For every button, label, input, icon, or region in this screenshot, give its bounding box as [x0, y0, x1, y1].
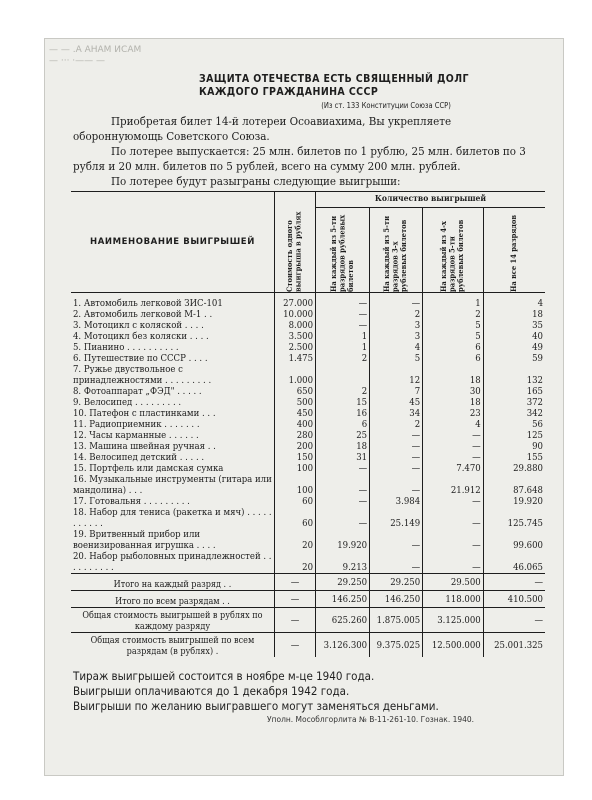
prize-cost: 500	[274, 397, 315, 408]
prize-count: 29.880	[483, 463, 545, 474]
prize-name: 1. Автомобиль легковой ЗИС-101	[71, 293, 274, 310]
prize-count: —	[423, 430, 484, 441]
prize-row	[71, 419, 545, 430]
prize-cost: 450	[274, 408, 315, 419]
prize-name: 10. Патефон с пластинками . . .	[73, 408, 216, 419]
totals-row	[71, 591, 545, 608]
totals-value: 29.250	[316, 574, 370, 591]
prize-count: 31	[316, 452, 370, 463]
prize-row	[71, 353, 545, 364]
prize-cost: 20	[274, 529, 315, 551]
prize-count: 165	[483, 386, 545, 397]
prize-row	[71, 320, 545, 331]
prize-row	[71, 331, 545, 342]
prize-count: —	[423, 529, 484, 551]
prize-count: 35	[483, 320, 545, 331]
prize-count: 5	[423, 331, 484, 342]
subheader-3-rub: На каждый из 5-ти разрядов 3-х рублевых билетов	[370, 208, 423, 293]
totals-row	[71, 633, 545, 658]
intro-paragraph-2: По лотерее выпускается: 25 млн. билетов по 1 рублю, 25 млн. билетов по 3 рубля и 20 млн. билетов по 5 рублей, всего на сумму 200 млн. рублей.	[73, 144, 526, 173]
prize-cost: 100	[274, 463, 315, 474]
prize-name: 16. Музыкальные инструменты (гитара или мандолина) . . .	[73, 474, 272, 496]
subheader-all: На все 14 разрядов	[483, 208, 545, 293]
prize-name: 19. Вритвенный прибор или военизированная игрушка . . . .	[73, 529, 216, 551]
prize-count: 18	[423, 364, 484, 386]
prize-cost: 400	[274, 419, 315, 430]
prize-count: 125	[483, 430, 545, 441]
totals-value: 146.250	[316, 591, 370, 608]
quantity-group-header: Количество выигрышей	[316, 192, 545, 208]
prize-count: 6	[316, 419, 370, 430]
prize-count: 46.065	[483, 551, 545, 574]
prize-count: 45	[370, 397, 423, 408]
prize-cost: 1.000	[274, 364, 315, 386]
prize-count: 6	[423, 342, 484, 353]
prize-count: 25.149	[370, 507, 423, 529]
prize-cost: 2.500	[274, 342, 315, 353]
prize-count: 40	[483, 331, 545, 342]
prize-row	[71, 474, 545, 496]
cash-option-line: Выигрыши по желанию выигравшего могут заменяться деньгами.	[73, 699, 439, 713]
prize-name: 17. Готовальня . . . . . . . . .	[73, 496, 190, 507]
prize-count: —	[370, 551, 423, 574]
prize-count: 59	[483, 353, 545, 364]
prize-count: —	[370, 529, 423, 551]
prize-count: 90	[483, 441, 545, 452]
prize-count: 4	[423, 419, 484, 430]
totals-label: Общая стоимость выигрышей по всем разрядам (в рублях) .	[71, 633, 274, 658]
prize-row	[71, 529, 545, 551]
motto-line-1: ЗАЩИТА ОТЕЧЕСТВА ЕСТЬ СВЯЩЕННЫЙ ДОЛГ	[199, 73, 469, 85]
prize-count: —	[370, 474, 423, 496]
cost-column-header: Стоимость одного выигрыша в рублях	[274, 192, 315, 293]
prize-name: 9. Велосипед . . . . . . . . .	[73, 397, 182, 408]
prize-cost: 8.000	[274, 320, 315, 331]
prizes-table-body	[71, 293, 545, 658]
prize-count: 125.745	[483, 507, 545, 529]
prize-cost: 280	[274, 430, 315, 441]
prize-row	[71, 397, 545, 408]
prize-count: 4	[370, 342, 423, 353]
prize-count: 3	[370, 331, 423, 342]
totals-label: Итого на каждый разряд . .	[71, 574, 274, 591]
print-info: Уполн. Мособлгорлита № В-11-261-10. Гознак. 1940.	[267, 715, 475, 724]
prize-count: 18	[423, 397, 484, 408]
prize-count: —	[316, 320, 370, 331]
prize-count: 99.600	[483, 529, 545, 551]
prize-cost: 60	[274, 496, 315, 507]
prize-name: 12. Часы карманные . . . . . .	[73, 430, 199, 441]
prize-name: 8. Фотоаппарат „ФЭД" . . . . .	[73, 386, 202, 397]
prize-count: —	[423, 441, 484, 452]
prize-cost: 60	[274, 507, 315, 529]
prize-cost: 10.000	[274, 309, 315, 320]
prize-count: 1	[316, 331, 370, 342]
prize-count: 372	[483, 397, 545, 408]
prize-count: —	[316, 463, 370, 474]
prize-row	[71, 386, 545, 397]
totals-value: 3.126.300	[316, 633, 370, 658]
prize-name: 7. Ружье двуствольное с принадлежностями . . . . . . . . .	[73, 364, 212, 386]
prize-count: 18	[316, 441, 370, 452]
prize-count: —	[316, 293, 370, 310]
prize-cost: 3.500	[274, 331, 315, 342]
totals-cost: —	[274, 608, 315, 633]
prize-name: 15. Портфель или дамская сумка	[73, 463, 224, 474]
prize-name: 20. Набор рыболовных принадлежностей . . . . . . . . . .	[73, 551, 272, 573]
totals-value: 3.125.000	[423, 608, 484, 633]
totals-value: —	[483, 608, 545, 633]
prize-cost: 20	[274, 551, 315, 574]
totals-row	[71, 574, 545, 591]
subheader-1-rub: На каждый из 5-ти разрядов рублевых билетов	[316, 208, 370, 293]
totals-value: 25.001.325	[483, 633, 545, 658]
prize-count: —	[316, 507, 370, 529]
draw-date-line: Тираж выигрышей состоится в ноябре м-це 1940 года.	[73, 669, 375, 683]
prize-row	[71, 463, 545, 474]
prize-count: 34	[370, 408, 423, 419]
prize-name: 2. Автомобиль легковой М-1 . .	[73, 309, 213, 320]
prize-row	[71, 507, 545, 529]
prize-name: 14. Велосипед детский . . . . .	[73, 452, 205, 463]
prize-count: 6	[423, 353, 484, 364]
prize-count: 7	[370, 386, 423, 397]
prize-count: 5	[370, 353, 423, 364]
totals-row	[71, 608, 545, 633]
prize-count: —	[370, 441, 423, 452]
prize-count: 2	[423, 309, 484, 320]
prize-count: —	[316, 474, 370, 496]
totals-cost: —	[274, 574, 315, 591]
prize-count: 19.920	[316, 529, 370, 551]
prize-cost: 200	[274, 441, 315, 452]
totals-value: 29.500	[423, 574, 484, 591]
prize-name: 3. Мотоцикл с коляской . . . .	[73, 320, 204, 331]
totals-value: 118.000	[423, 591, 484, 608]
prize-count: 23	[423, 408, 484, 419]
totals-value: 12.500.000	[423, 633, 484, 658]
prize-name: 11. Радиоприемник . . . . . . .	[73, 419, 200, 430]
prize-count: —	[423, 551, 484, 574]
prize-row	[71, 293, 545, 310]
subheader-5-rub: На каждый из 4-х разрядов 5-ти рублевых билетов	[423, 208, 484, 293]
prize-count: —	[316, 496, 370, 507]
prizes-table-header-row	[71, 192, 545, 208]
prize-count: 2	[316, 386, 370, 397]
prize-name: 4. Мотоцикл без коляски . . . .	[73, 331, 209, 342]
totals-value: 146.250	[370, 591, 423, 608]
prize-row	[71, 441, 545, 452]
prize-count: 2	[370, 309, 423, 320]
prize-cost: 150	[274, 452, 315, 463]
prize-count	[316, 364, 370, 386]
prize-name: 18. Набор для тениса (ракетка и мяч) . . . . . . . . . . .	[73, 507, 272, 529]
prize-name: 13. Машина швейная ручная . .	[73, 441, 216, 452]
prize-count: 3.984	[370, 496, 423, 507]
totals-value: 410.500	[483, 591, 545, 608]
totals-value: 9.375.025	[370, 633, 423, 658]
prizes-table	[71, 191, 545, 657]
prize-count: 1	[423, 293, 484, 310]
prize-count: 2	[370, 419, 423, 430]
prize-count: —	[423, 496, 484, 507]
prize-row	[71, 496, 545, 507]
prize-cost: 27.000	[274, 293, 315, 310]
prize-count: 49	[483, 342, 545, 353]
prize-row	[71, 364, 545, 386]
prize-row	[71, 452, 545, 463]
prize-count: 18	[483, 309, 545, 320]
totals-label: Общая стоимость выигрышей в рублях по каждому разряду	[71, 608, 274, 633]
prize-count: 342	[483, 408, 545, 419]
prize-count: 19.920	[483, 496, 545, 507]
prize-name: 6. Путешествие по СССР . . . .	[73, 353, 208, 364]
prize-count: 3	[370, 320, 423, 331]
totals-value: 29.250	[370, 574, 423, 591]
prize-count: 15	[316, 397, 370, 408]
prize-count: —	[370, 430, 423, 441]
prize-count: 30	[423, 386, 484, 397]
totals-cost: —	[274, 633, 315, 658]
prize-count: 132	[483, 364, 545, 386]
prize-name: 5. Пианино . . . . . . . . . .	[73, 342, 179, 353]
prize-count: 7.470	[423, 463, 484, 474]
prize-count: 56	[483, 419, 545, 430]
prize-cost: 650	[274, 386, 315, 397]
prize-count: 4	[483, 293, 545, 310]
lottery-ticket-back	[44, 38, 564, 776]
prize-count: 5	[423, 320, 484, 331]
prize-count: 2	[316, 353, 370, 364]
prize-count: 155	[483, 452, 545, 463]
prize-count: 1	[316, 342, 370, 353]
totals-value: —	[483, 574, 545, 591]
prize-row	[71, 551, 545, 574]
prize-count: —	[423, 452, 484, 463]
prize-count: —	[370, 293, 423, 310]
prize-row	[71, 408, 545, 419]
prize-count: —	[316, 309, 370, 320]
prize-count: 21.912	[423, 474, 484, 496]
totals-label: Итого по всем разрядам . .	[71, 591, 274, 608]
prize-row	[71, 430, 545, 441]
prize-cost: 1.475	[274, 353, 315, 364]
prize-count: 25	[316, 430, 370, 441]
motto-source: (Из ст. 133 Конституции Союза ССР)	[321, 101, 451, 110]
prize-count: —	[423, 507, 484, 529]
prize-count: —	[370, 452, 423, 463]
totals-value: 1.875.005	[370, 608, 423, 633]
prize-row	[71, 309, 545, 320]
totals-value: 625.260	[316, 608, 370, 633]
prize-row	[71, 342, 545, 353]
prize-count: 9.213	[316, 551, 370, 574]
intro-paragraph-1: Приобретая билет 14-й лотереи Осоавиахима, Вы укрепляете обороннуюмощь Советского Союза.	[73, 114, 452, 143]
show-through-text: — — .А АНАМ ИСАМ — ··· ·—— —	[49, 45, 142, 66]
payout-deadline-line: Выигрыши оплачиваются до 1 декабря 1942 года.	[73, 684, 350, 698]
prize-count: 12	[370, 364, 423, 386]
totals-cost: —	[274, 591, 315, 608]
motto	[199, 73, 469, 112]
prize-count: —	[370, 463, 423, 474]
intro-paragraph-3: По лотерее будут разыграны следующие выигрыши:	[111, 174, 401, 188]
prize-count: 87.648	[483, 474, 545, 496]
prize-count: 16	[316, 408, 370, 419]
motto-line-2: КАЖДОГО ГРАЖДАНИНА СССР	[199, 86, 379, 98]
name-column-header: НАИМЕНОВАНИЕ ВЫИГРЫШЕЙ	[71, 192, 274, 293]
prize-cost: 100	[274, 474, 315, 496]
